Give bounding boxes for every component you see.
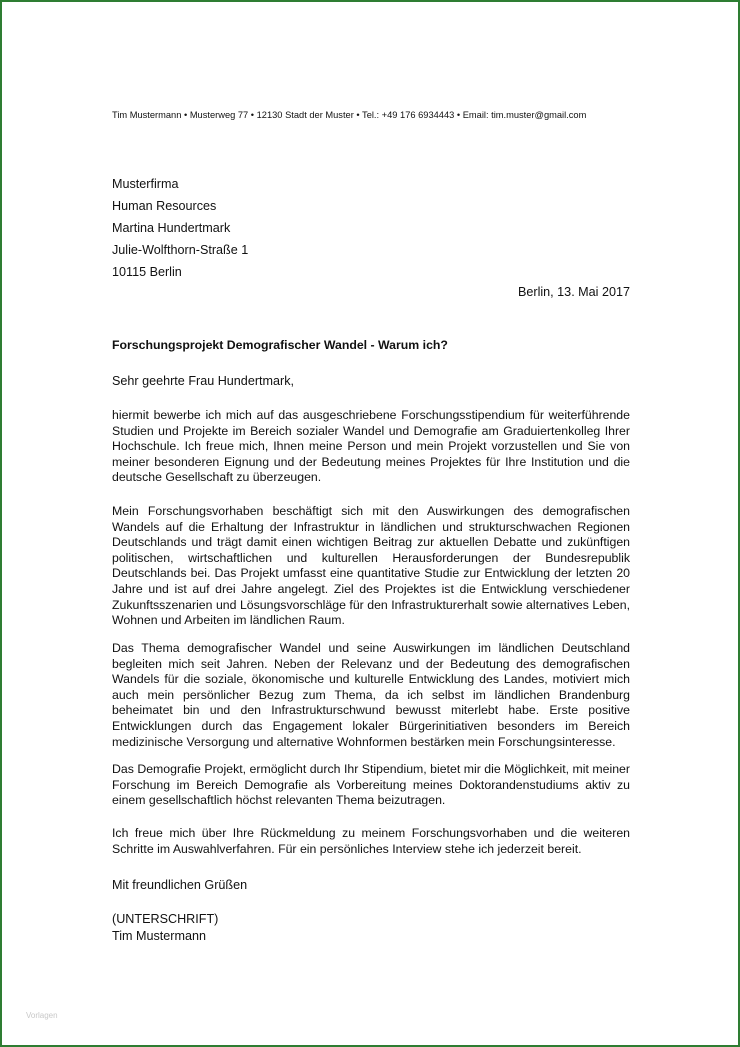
recipient-company: Musterfirma (112, 177, 179, 191)
signature-name: Tim Mustermann (112, 929, 207, 943)
body-paragraph-2: Mein Forschungsvorhaben beschäftigt sich mit den Auswirkungen des demografischen Wandels auf die Erhaltung der Infrastruktur in ländlichen und strukturschwachen Regionen Deutschlands und trägt damit einen wichtigen Beitrag zur aktuellen Debatte und zukünftigen politischen, wirtschaftlichen und kulturellen Herausforderungen der Bundesrepublik Deutschlands bei. Das Projekt umfasst eine quantitative Studie zur Entwicklung der letzten 20 Jahre und ist auf drei Jahre angelegt. Ziel des Projektes ist die Entwicklung verschiedener Zukunftsszenarien und Lösungsvorschläge für den Infrastrukturerhalt sowie alternatives Leben, Wohnen und Arbeiten im ländlichen Raum. (112, 504, 630, 628)
watermark: Vorlagen (26, 1011, 58, 1020)
letter-date: Berlin, 13. Mai 2017 (517, 285, 630, 299)
sender-address-line: Tim Mustermann • Musterweg 77 • 12130 Stadt der Muster • Tel.: +49 176 6934443 • Email: tim.muster@gmail.com (112, 110, 587, 120)
recipient-department: Human Resources (112, 199, 217, 213)
body-paragraph-1: hiermit bewerbe ich mich auf das ausgeschriebene Forschungsstipendium für weiterführende Studien und Projekte im Bereich sozialer Wandel und Demografie am Graduiertenkolleg Ihrer Hochschule. Ich freue mich, Ihnen meine Person und mein Projekt vorzustellen und Sie von meiner besonderen Eignung und der Bedeutung meines Projektes für Ihre Institution und die deutsche Gesellschaft zu überzeugen. (112, 408, 630, 485)
recipient-address-block (112, 173, 248, 283)
body-paragraph-4: Das Demografie Projekt, ermöglicht durch Ihr Stipendium, bietet mir die Möglichkeit, mit meiner Forschung im Bereich Demografie als Vorbereitung meines Doktorandenstudiums aktiv zu einem gesellschaftlich höchst relevanten Thema beizutragen. (112, 762, 630, 808)
body-paragraph-3: Das Thema demografischer Wandel und seine Auswirkungen im ländlichen Deutschland begleiten mich seit Jahren. Neben der Relevanz und der Bedeutung des demografischen Wandels für die soziale, ökonomische und kulturelle Entwicklung des Landes, motiviert mich auch mein persönlicher Bezug zum Thema, da ich selbst im ländlichen Brandenburg beheimatet bin und den Infrastrukturschwund bewusst miterlebt habe. Erste positive Entwicklungen durch das Engagement lokaler Bürgerinitiativen besonders im Bereich medizinische Versorgung und alternative Wohnformen bestärken mein Forschungsinteresse. (112, 641, 630, 749)
signature-placeholder: (UNTERSCHRIFT) (112, 912, 219, 926)
recipient-city: 10115 Berlin (112, 265, 182, 279)
signature-block (112, 911, 218, 945)
recipient-street: Julie-Wolfthorn-Straße 1 (112, 243, 249, 257)
recipient-contact: Martina Hundertmark (112, 221, 231, 235)
body-paragraph-5: Ich freue mich über Ihre Rückmeldung zu meinem Forschungsvorhaben und die weiteren Schritte im Auswahlverfahren. Für ein persönliches Interview stehe ich jederzeit bereit. (112, 826, 630, 856)
letter-subject: Forschungsprojekt Demografischer Wandel - Warum ich? (112, 338, 448, 352)
salutation: Sehr geehrte Frau Hundertmark, (112, 374, 294, 388)
closing-phrase: Mit freundlichen Grüßen (112, 878, 248, 892)
